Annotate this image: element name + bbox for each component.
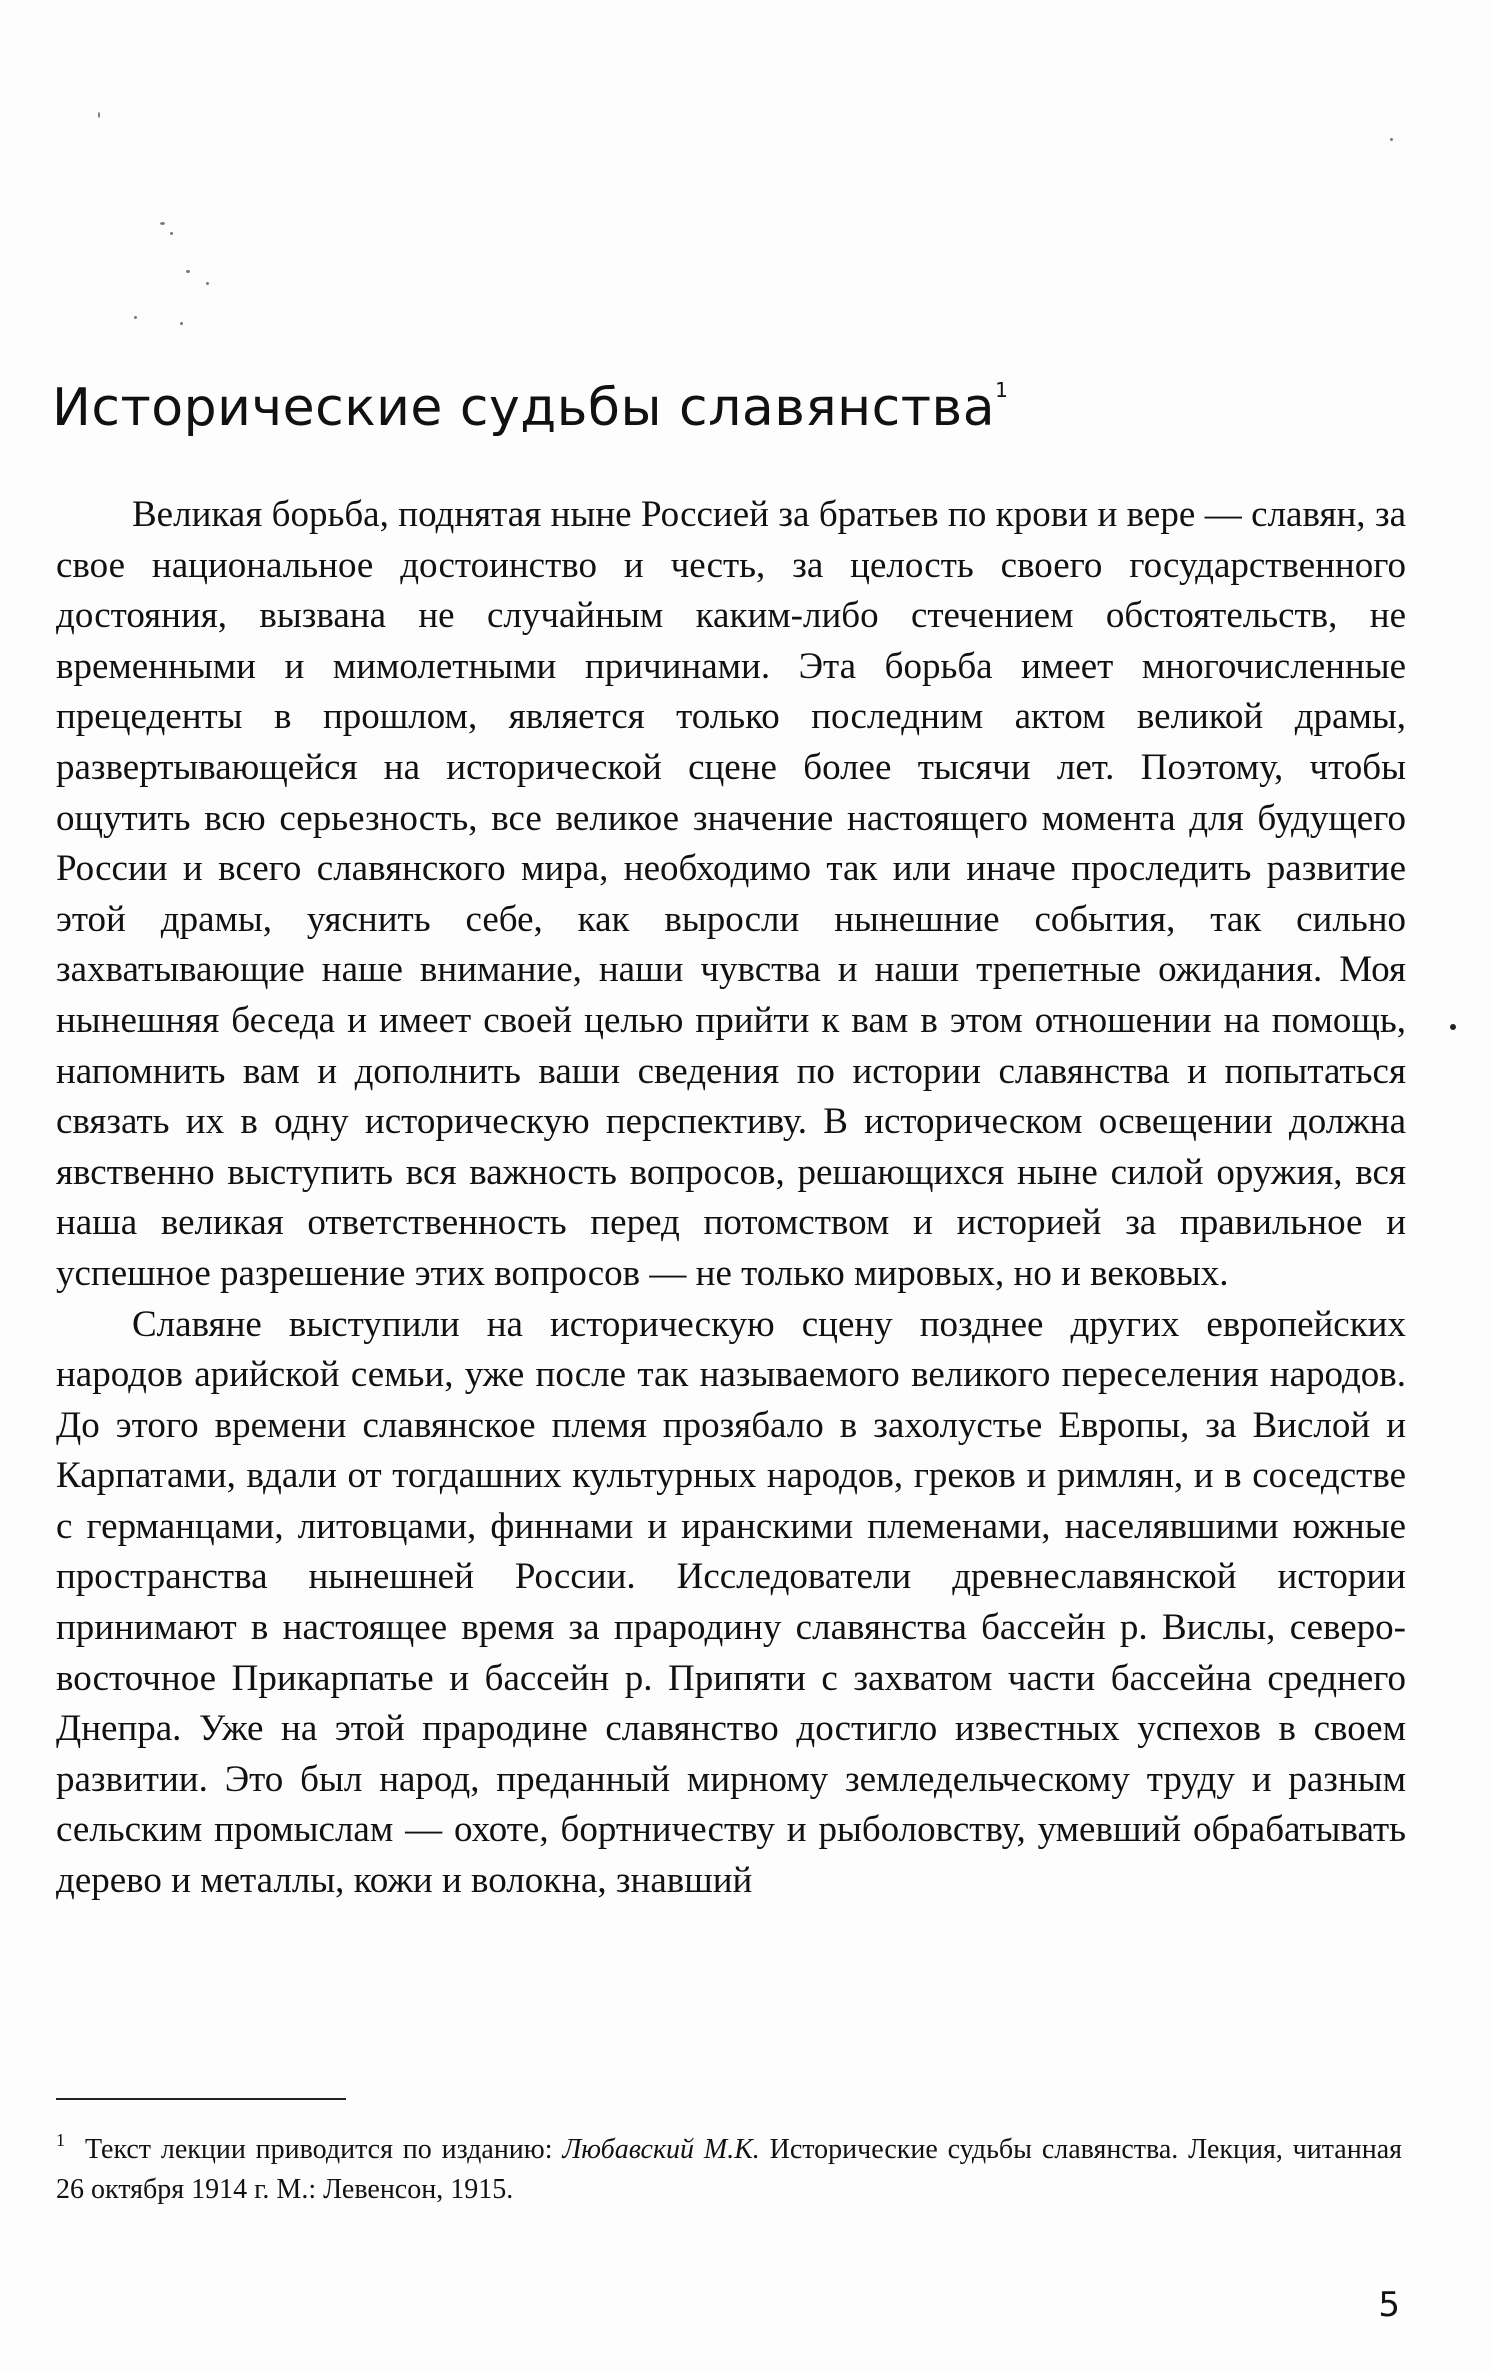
page-number: 5 xyxy=(1378,2285,1400,2325)
chapter-title-text: Исторические судьбы славянства xyxy=(52,378,996,438)
footnote-text-after: Исторические судьбы славянства. Лекция, читанная 26 октября 1914 г. М.: Левенсон, 1915. xyxy=(56,2134,1402,2205)
footnote-text-before: Текст лекции приводится по изданию: xyxy=(85,2134,563,2165)
footnote-marker: 1 xyxy=(56,2130,65,2150)
body-text xyxy=(56,490,1406,1907)
paragraph-2: Славяне выступили на историческую сцену позднее других европейских народов арийской семьи, уже после так называемого великого переселения народов. До этого времени славянское племя прозябало в захолустье Европы, за Вислой и Карпатами, вдали от тогдашних культурных народов, греков и римлян, и в соседстве с германцами, литовцами, финнами и иранскими племенами, населявшими южные пространства нынешней России. Исследователи древнеславянской истории принимают в настоящее время за прародину славянства бассейн р. Вислы, северо-восточное Прикарпатье и бассейн р. Припяти с захватом части бассейна среднего Днепра. Уже на этой прародине славянство достигло известных успехов в своем развитии. Это был народ, преданный мирному земледельческому труду и разным сельским промыслам — охоте, бортничеству и рыболовству, умевший обрабатывать дерево и металлы, кожи и волокна, знавший xyxy=(56,1303,1406,1902)
chapter-title xyxy=(52,378,1008,438)
footnote-author: Любавский М.К. xyxy=(562,2134,760,2165)
footnote-divider xyxy=(56,2098,346,2100)
footnote xyxy=(56,2120,1402,2210)
title-footnote-marker: 1 xyxy=(995,378,1009,402)
paragraph-1: Великая борьба, поднятая ныне Россией за братьев по крови и вере — славян, за свое национальное достоинство и честь, за целость своего государственного достояния, вызвана не случайным каким-либо стечением обстоятельств, не временными и мимолетными причинами. Эта борьба имеет многочисленные прецеденты в прошлом, является только последним актом великой драмы, развертывающейся на исторической сцене более тысячи лет. Поэтому, чтобы ощутить всю серьезность, все великое значение настоящего момента для будущего России и всего славянского мира, необходимо так или иначе проследить развитие этой драмы, уяснить себе, как выросли нынешние события, так сильно захватывающие наше внимание, наши чувства и наши трепетные ожидания. Моя нынешняя беседа и имеет своей целью прийти к вам в этом отношении на помощь, напомнить вам и дополнить ваши сведения по истории славянства и попытаться связать их в одну историческую перспективу. В историческом освещении должна явственно выступить вся важность вопросов, решающихся ныне силой оружия, вся наша великая ответственность перед потомством и историей за правильное и успешное разрешение этих вопросов — не только мировых, но и вековых. xyxy=(56,494,1406,1294)
